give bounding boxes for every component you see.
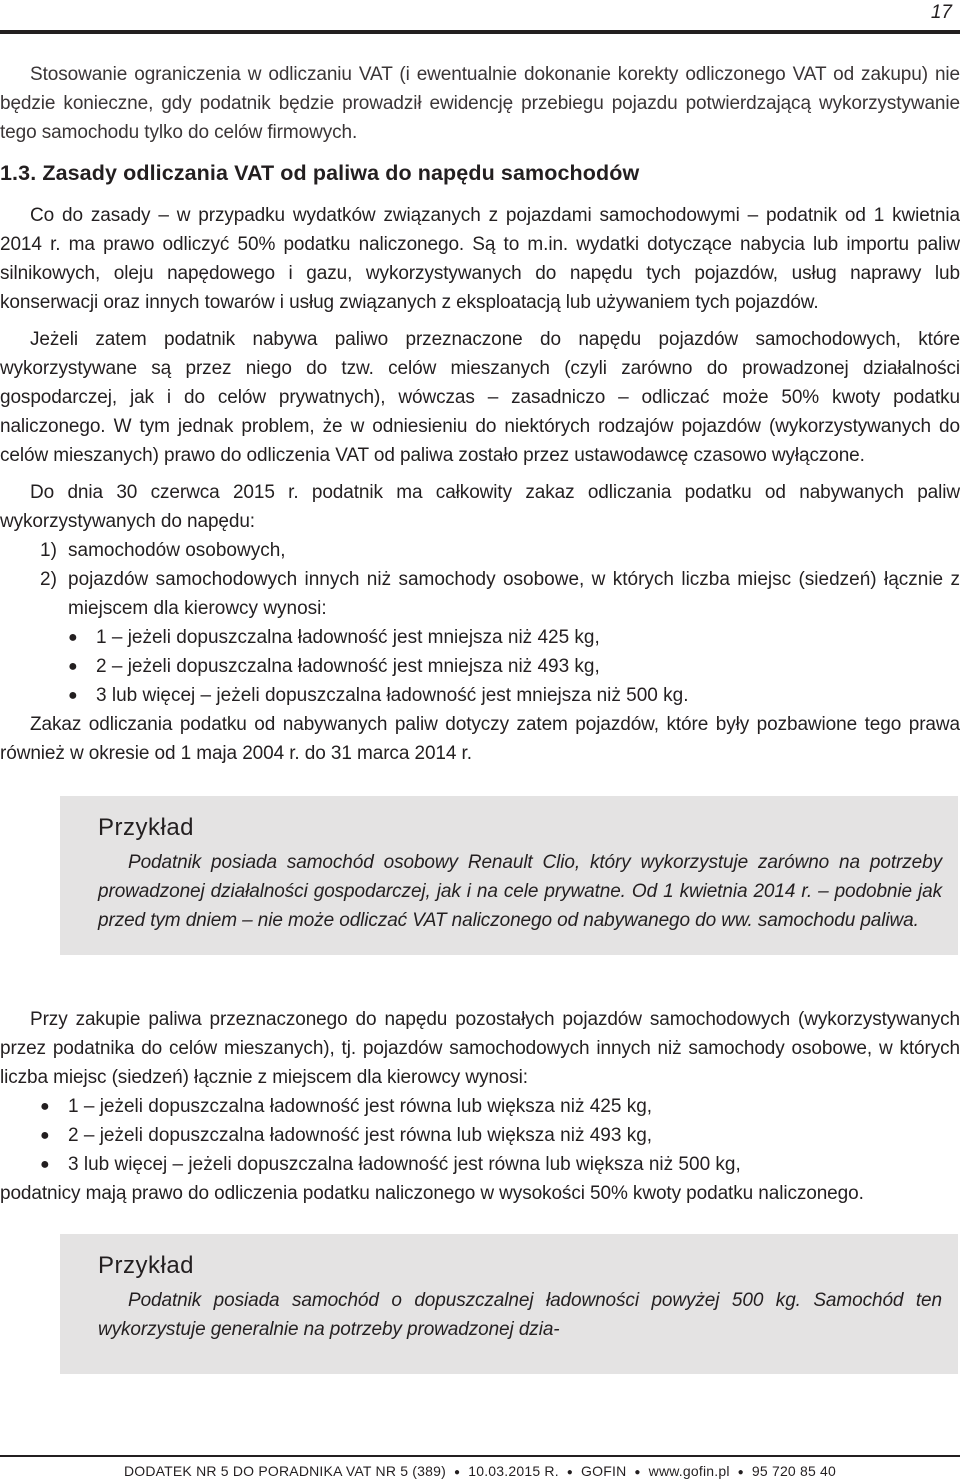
bullet-list-1 [0,623,960,710]
list-item [0,1092,960,1121]
list-item [0,623,960,652]
bullet-text: 3 lub więcej – jeżeli dopuszczalna ładowność jest mniejsza niż 500 kg. [96,685,689,706]
list-item [0,565,960,623]
list-item-text: samochodów osobowych, [68,540,286,561]
separator-dot-icon: ● [566,1467,574,1478]
example-text: Podatnik posiada samochód o dopuszczalnej ładowności powyżej 500 kg. Samochód ten wykorzystuje generalnie na potrzeby prowadzonej dzia- [98,1290,942,1340]
example-text: Podatnik posiada samochód osobowy Renault Clio, który wykorzystuje zarówno na potrzeby prowadzonej działalności gospodarczej, jak i na cele prywatne. Od 1 kwietnia 2014 r. – podobnie jak przed tym dniem – nie może odliczać VAT naliczonego od nabywanego do ww. samochodu paliwa. [98,852,942,931]
section-heading: 1.3. Zasady odliczania VAT od paliwa do napędu samochodów [0,161,640,185]
intro-paragraph: Stosowanie ograniczenia w odliczaniu VAT (i ewentualnie dokonanie korekty odliczonego VAT od zakupu) nie będzie konieczne, gdy podatnik będzie prowadził ewidencję przebiegu pojazdu potwierdzającą wykorzystywanie tego samochodu tylko do celów firmowych. [0,64,960,143]
page-footer [0,1461,960,1483]
example-box-1 [60,796,958,955]
example-title: Przykład [98,814,195,841]
bullet-text: 2 – jeżeli dopuszczalna ładowność jest równa lub większa niż 493 kg, [68,1125,653,1146]
bullet-icon: ● [68,658,78,675]
list-item [0,1150,960,1179]
example-box-2 [60,1234,958,1374]
list-item [0,652,960,681]
paragraph-1: Co do zasady – w przypadku wydatków związanych z pojazdami samochodowymi – podatnik od 1 kwietnia 2014 r. ma prawo odliczyć 50% podatku naliczonego. Są to m.in. wydatki dotyczące nabycia lub importu paliw silnikowych, oleju napędowego i gazu, wykorzystywanych do napędu tych pojazdów, usług naprawy lub konserwacji oraz innych towarów i usług związanych z eksploatacją lub używaniem tych pojazdów. [0,205,960,313]
paragraph-2: Jeżeli zatem podatnik nabywa paliwo przeznaczone do napędu pojazdów samochodowych, które wykorzystywane są przez niego do tzw. celów mieszanych (czyli zarówno do prowadzonej działalności gospodarczej, jak i do celów prywatnych), wówczas – zasadniczo – odliczać może 50% kwoty podatku naliczonego. W tym jednak problem, że w odniesieniu do niektórych rodzajów pojazdów (wykorzystywanych do celów mieszanych) prawo do odliczenia VAT od paliwa zostało przez ustawodawcę czasowo wyłączone. [0,329,960,466]
bullet-icon: ● [40,1127,50,1144]
bullet-text: 1 – jeżeli dopuszczalna ładowność jest mniejsza niż 425 kg, [96,627,600,648]
page-number: 17 [930,2,952,23]
list-item [0,681,960,710]
list-item-text: pojazdów samochodowych innych niż samochody osobowe, w których liczba miejsc (siedzeń) łącznie z miejscem dla kierowcy wynosi: [68,569,960,619]
list-item-number: 1) [40,540,57,561]
separator-dot-icon: ● [634,1467,641,1478]
footer-rule [0,1455,960,1457]
footer-phone: 95 720 85 40 [751,1463,837,1479]
footer-publisher: GOFIN [581,1463,627,1479]
paragraph-5: Przy zakupie paliwa przeznaczonego do napędu pozostałych pojazdów samochodowych (wykorzystywanych przez podatnika do celów mieszanych), tj. pojazdów samochodowych innych niż samochody osobowe, w których liczba miejsc (siedzeń) łącznie z miejscem dla kierowcy wynosi: [0,1009,960,1088]
separator-dot-icon: ● [737,1467,744,1478]
numbered-list [0,536,960,623]
footer-date: 10.03.2015 R. [468,1463,559,1479]
bullet-text: 1 – jeżeli dopuszczalna ładowność jest równa lub większa niż 425 kg, [68,1096,653,1117]
example-title: Przykład [98,1252,195,1279]
footer-publication: DODATEK NR 5 DO PORADNIKA VAT NR 5 (389) [123,1463,446,1479]
separator-dot-icon: ● [453,1467,461,1478]
paragraph-6: podatnicy mają prawo do odliczenia podatku naliczonego w wysokości 50% kwoty podatku naliczonego. [0,1183,864,1204]
page-content [0,60,960,1374]
list-item [0,1121,960,1150]
list-item [0,536,960,565]
bullet-icon: ● [68,687,78,704]
bullet-text: 3 lub więcej – jeżeli dopuszczalna ładowność jest równa lub większa niż 500 kg, [68,1154,741,1175]
paragraph-3: Do dnia 30 czerwca 2015 r. podatnik ma całkowity zakaz odliczania podatku od nabywanych paliw wykorzystywanych do napędu: [0,482,960,532]
paragraph-4: Zakaz odliczania podatku od nabywanych paliw dotyczy zatem pojazdów, które były pozbawione tego prawa również w okresie od 1 maja 2004 r. do 31 marca 2014 r. [0,714,960,764]
bullet-text: 2 – jeżeli dopuszczalna ładowność jest mniejsza niż 493 kg, [96,656,600,677]
bullet-icon: ● [68,629,78,646]
bullet-list-2 [0,1092,960,1179]
bullet-icon: ● [40,1098,50,1115]
list-item-number: 2) [40,569,57,590]
header-rule [0,30,960,34]
footer-website: www.gofin.pl [648,1463,730,1479]
bullet-icon: ● [40,1156,50,1173]
